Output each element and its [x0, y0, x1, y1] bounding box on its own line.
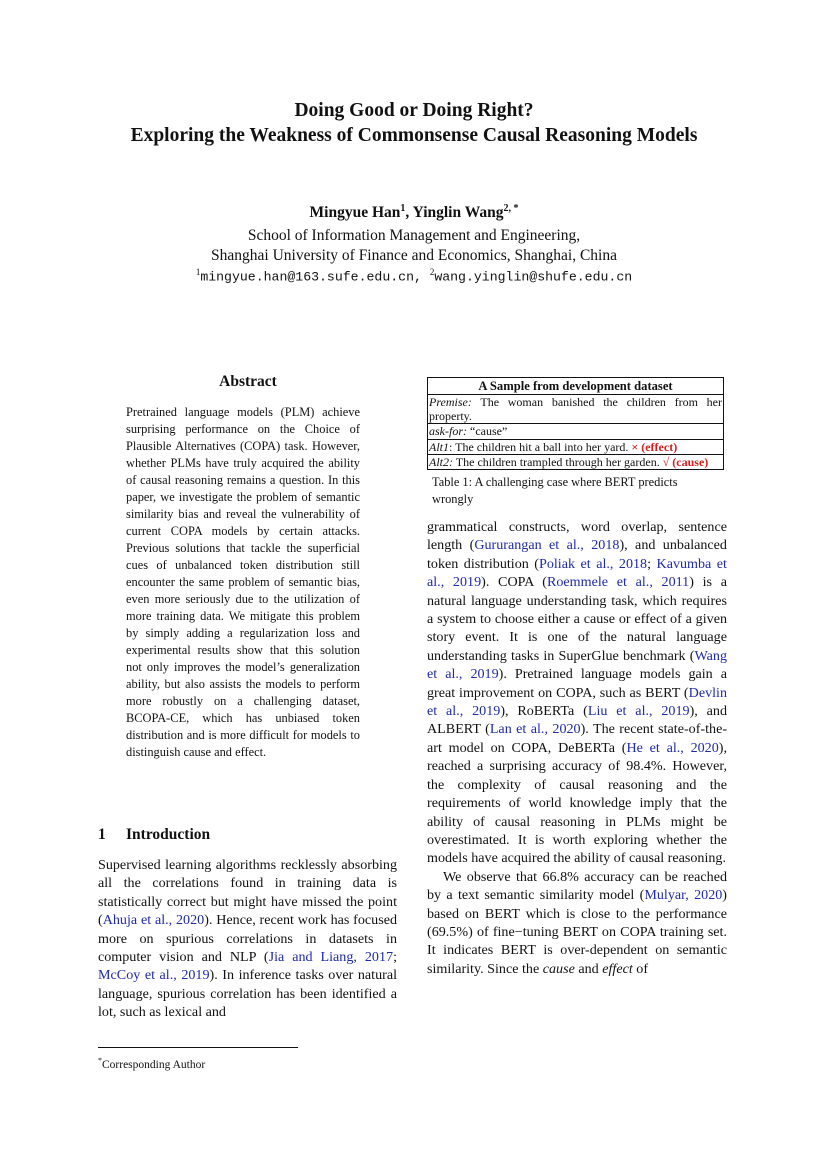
author-list	[0, 203, 828, 222]
body-text: and	[574, 960, 603, 977]
paragraph	[427, 518, 727, 868]
abstract-heading: Abstract	[219, 373, 277, 390]
affiliation-line-2: Shanghai University of Finance and Economics, Shanghai, China	[211, 247, 617, 264]
askfor-text: “cause”	[467, 424, 508, 439]
citation-link[interactable]: He et al., 2020	[626, 739, 719, 756]
author-separator: ,	[405, 204, 413, 222]
citation-link[interactable]: Ahuja et al., 2020	[102, 912, 205, 929]
body-text: ). The recent state-of-the-art model on COPA, DeBERTa (	[427, 721, 728, 756]
citation-link[interactable]: Poliak et al., 2018	[539, 555, 648, 572]
citation-link[interactable]: Devlin et al., 2019	[427, 684, 727, 720]
author-mark: 2, *	[503, 203, 519, 214]
title-line-2: Exploring the Weakness of Commonsense Causal Reasoning Models	[130, 125, 698, 146]
citation-link[interactable]: Kavumba et al., 2019	[427, 555, 727, 591]
premise-text: The woman banished the children from her	[471, 395, 722, 409]
affiliation	[0, 226, 828, 266]
footnote	[98, 1056, 205, 1071]
affiliation-line-1: School of Information Management and Engineering,	[247, 227, 581, 244]
alt2-row	[428, 454, 723, 469]
premise-row	[428, 395, 723, 409]
email-mark: 2	[429, 267, 435, 277]
body-text: ), RoBERTa (	[500, 703, 588, 720]
citation-link[interactable]: McCoy et al., 2019	[98, 967, 210, 984]
table-caption: Table 1: A challenging case where BERT predicts wrongly	[432, 475, 678, 506]
email-1[interactable]: mingyue.han@163.sufe.edu.cn,	[200, 269, 430, 285]
footnote-text: Corresponding Author	[102, 1058, 206, 1071]
body-text: ), reached a surprising accuracy of 98.4%. However, the complexity of causal reasoning and the requirements of world knowledge imply that the ability of causal reasoning in PLMs might be overestimated. It is worth exploring whether the models have acquired the ability of causal reasoning.	[427, 739, 727, 867]
section-title: Introduction	[126, 826, 211, 843]
body-text: ) is a natural language understanding task, which requires a system to choose either a cause or effect of a given story event. It is one of the natural language understanding tasks in SuperGlue benchmark (	[427, 574, 728, 664]
body-text: ) based on BERT which is close to the performance (69.5%) of fine−tuning BERT on COPA training set. It indicates BERT is over-dependent on semantic similarity. Since the	[427, 887, 727, 977]
alt1-text: : The children hit a ball into her yard.	[449, 439, 632, 454]
body-text: Supervised learning algorithms recklessly absorbing all the correlations found in training data is statistically correct but might have missed the point (	[98, 857, 397, 929]
footnote-mark: *	[98, 1056, 102, 1065]
emphasis-text: effect	[602, 960, 633, 977]
footnote-rule	[98, 1047, 298, 1048]
section-heading	[98, 826, 210, 844]
abstract-text: Pretrained language models (PLM) achieve surprising performance on the Choice of Plausible Alternatives (COPA) task. However, whether PLMs have truly acquired the ability of causal reasoning remains a question. In this paper, we investigate the problem of semantic similarity bias and reveal the vulnerability of current COPA models by certain attacks. Previous solutions that tackle the superficial cues of unbalanced token distribution still encounter the same problem of semantic bias, even more seriously due to the utilization of more training data. We mitigate this problem by simply adding a regularization loss and experimental results show that this solution not only improves the model’s generalization ability, but also assists the models to perform more robustly on a challenging dataset, BCOPA-CE, which has unbiased token distribution and is more difficult for models to distinguish cause and effect.	[126, 405, 360, 759]
body-text: ;	[393, 949, 397, 966]
body-text: ), and unbalanced token distribution (	[427, 537, 727, 572]
citation-link[interactable]: Lan et al., 2020	[489, 721, 581, 738]
author-name: Yinglin Wang	[412, 204, 504, 222]
email-2[interactable]: wang.yinglin@shufe.edu.cn	[434, 269, 633, 285]
alt2-text: The children trampled through her garden.	[453, 454, 663, 469]
citation-link[interactable]: Liu et al., 2019	[587, 703, 690, 720]
section-number: 1	[98, 826, 106, 843]
author-name: Mingyue Han	[309, 204, 401, 222]
body-text: ), and ALBERT (	[427, 703, 728, 738]
author-emails	[0, 267, 828, 284]
citation-link[interactable]: Mulyar, 2020	[644, 887, 723, 904]
table-header: A Sample from development dataset	[428, 378, 723, 395]
alt1-label: Alt1	[429, 439, 449, 454]
alt1-mark: × (effect)	[631, 439, 678, 454]
citation-link[interactable]: Gururangan et al., 2018	[474, 537, 620, 554]
alt2-mark: √ (cause)	[662, 454, 709, 469]
paper-title	[0, 98, 828, 148]
citation-link[interactable]: Roemmele et al., 2011	[546, 574, 690, 591]
body-text: ). COPA (	[481, 574, 547, 591]
body-text: ). In inference tasks over natural language, spurious correlation has been identified a lot, such as lexical and	[98, 967, 397, 1021]
citation-link[interactable]: Jia and Liang, 2017	[268, 949, 394, 966]
email-mark: 1	[195, 267, 201, 277]
author-mark: 1	[400, 203, 406, 214]
askfor-row	[428, 423, 723, 438]
premise-label: Premise:	[429, 395, 472, 409]
emphasis-text: cause	[542, 960, 575, 977]
abstract-body	[126, 404, 360, 761]
askfor-label: ask-for:	[429, 424, 467, 439]
intro-paragraph-right	[427, 518, 727, 978]
alt1-row	[428, 439, 723, 454]
body-text: grammatical constructs, word overlap, sentence length (	[427, 519, 727, 554]
intro-paragraph-left	[98, 856, 397, 1022]
sample-table	[427, 377, 724, 470]
alt2-label: Alt2:	[429, 454, 453, 469]
body-text: ;	[647, 555, 657, 572]
premise-row-cont: property.	[429, 409, 472, 424]
title-line-1: Doing Good or Doing Right?	[294, 100, 534, 121]
paragraph	[427, 868, 727, 978]
citation-link[interactable]: Wang et al., 2019	[427, 647, 727, 683]
body-text: of	[632, 960, 649, 977]
body-text: We observe that 66.8% accuracy can be reached by a text semantic similarity model (	[427, 868, 727, 904]
body-text: ). Hence, recent work has focused more on spurious correlations in datasets in computer vision and NLP (	[98, 912, 398, 966]
paragraph	[98, 856, 397, 1022]
body-text: ). Pretrained language models gain a great improvement on COPA, such as BERT (	[427, 666, 728, 701]
